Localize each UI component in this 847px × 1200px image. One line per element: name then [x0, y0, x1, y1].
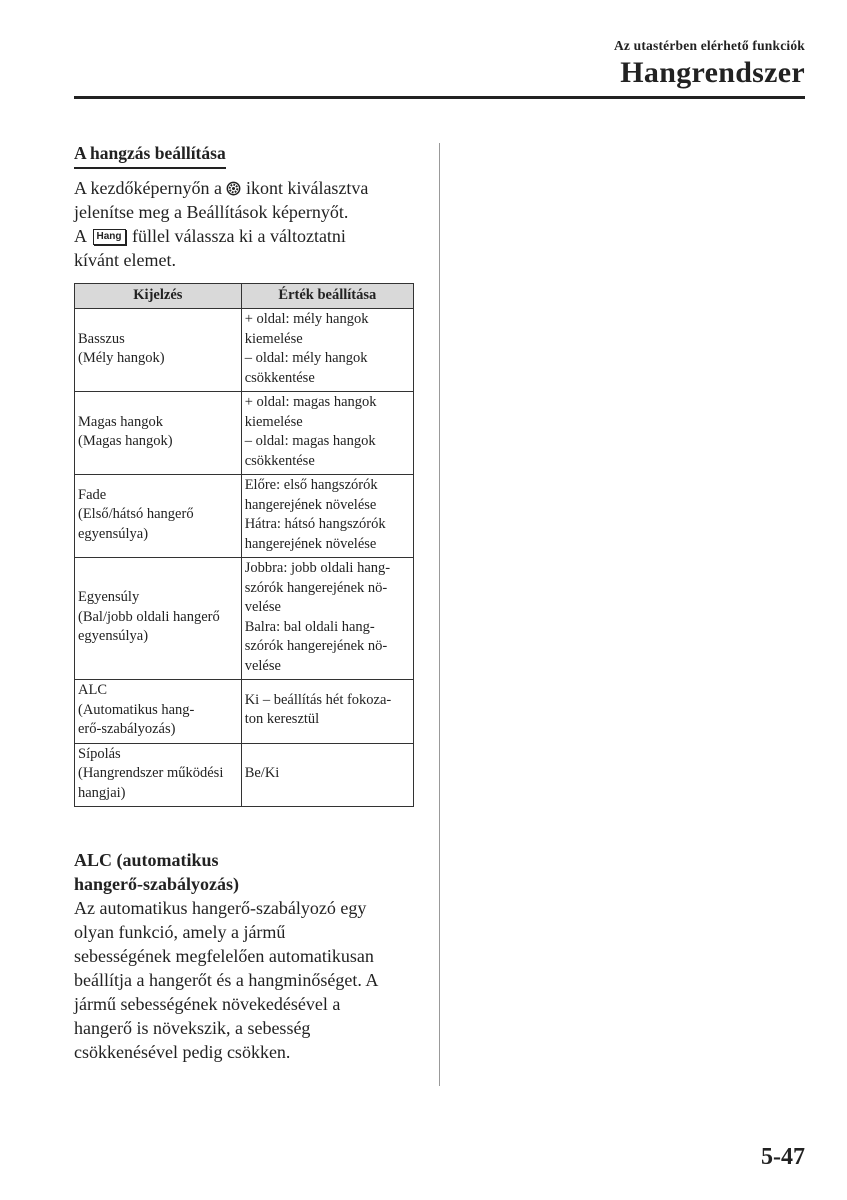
cell-line: Be/Ki: [244, 765, 280, 781]
page-title: Hangrendszer: [620, 56, 805, 89]
intro-text: A: [74, 226, 91, 246]
cell-line: csökkentése: [244, 452, 315, 469]
table-row: [75, 309, 414, 392]
display-cell: [75, 392, 242, 475]
value-cell: [241, 558, 413, 680]
cell-line: csökkentése: [244, 369, 315, 386]
intro-text: füllel válassza ki a változtatni: [127, 226, 346, 246]
cell-line: (Automatikus hang-: [78, 701, 195, 718]
display-cell: [75, 680, 242, 744]
cell-line: velése: [244, 657, 281, 674]
display-cell: [75, 309, 242, 392]
cell-line: (Magas hangok): [78, 433, 173, 449]
value-cell: [241, 392, 413, 475]
alc-line: Az automatikus hangerő-szabályozó egy: [74, 898, 367, 918]
cell-line: Egyensúly: [78, 589, 140, 606]
page-number: 5-47: [761, 1144, 805, 1170]
alc-heading-line: ALC (automatikus: [74, 850, 219, 870]
table-row: [75, 558, 414, 680]
alc-heading: [74, 848, 239, 896]
alc-line: sebességének megfelelően automatikusan: [74, 946, 374, 966]
hang-tab-badge: Hang: [93, 229, 126, 245]
intro-text: A kezdőképernyőn a: [74, 178, 227, 198]
cell-line: (Hangrendszer működési: [78, 765, 224, 781]
cell-line: + oldal: mély hangok: [244, 311, 369, 327]
table-header-row: [75, 284, 414, 309]
cell-line: Magas hangok: [78, 413, 163, 430]
cell-line: Fade: [78, 486, 107, 503]
cell-line: Jobbra: jobb oldali hang-: [244, 560, 391, 576]
cell-line: – oldal: mély hangok: [244, 350, 368, 366]
cell-line: (Első/hátsó hangerő: [78, 506, 194, 523]
cell-line: ton keresztül: [244, 711, 320, 728]
alc-line: olyan funkció, amely a jármű: [74, 922, 286, 942]
cell-line: ALC: [78, 682, 107, 698]
cell-line: Hátra: hátsó hangszórók: [244, 516, 386, 532]
intro-paragraph: [74, 176, 434, 272]
table-row: [75, 680, 414, 744]
cell-line: (Bal/jobb oldali hangerő: [78, 608, 220, 625]
cell-line: Sípolás: [78, 745, 121, 762]
alc-line: hangerő is növekszik, a sebesség: [74, 1018, 311, 1038]
table-row: [75, 475, 414, 558]
cell-line: – oldal: magas hangok: [244, 433, 376, 449]
gear-icon: [226, 181, 241, 196]
intro-line-4: kívánt elemet.: [74, 250, 176, 270]
settings-table: [74, 283, 414, 807]
intro-text: ikont kiválasztva: [241, 178, 369, 198]
value-cell: [241, 743, 413, 807]
intro-line-3: [74, 224, 434, 248]
chapter-subtitle: Az utastérben elérhető funkciók: [613, 38, 805, 53]
cell-line: kiemelése: [244, 413, 303, 430]
cell-line: erő-szabályozás): [78, 721, 176, 737]
display-cell: [75, 475, 242, 558]
header-rule: [74, 96, 805, 99]
column-divider: [439, 143, 440, 1086]
cell-line: egyensúlya): [78, 525, 149, 542]
cell-line: Balra: bal oldali hang-: [244, 618, 375, 635]
cell-line: Basszus: [78, 330, 125, 347]
section-heading: A hangzás beállítása: [74, 143, 226, 169]
display-cell: [75, 743, 242, 807]
alc-heading-line: hangerő-szabályozás): [74, 874, 239, 894]
header-value: Érték beállítása: [241, 284, 413, 309]
cell-line: + oldal: magas hangok: [244, 394, 377, 410]
alc-line: csökkenésével pedig csökken.: [74, 1042, 291, 1062]
alc-line: jármű sebességének növekedésével a: [74, 994, 341, 1014]
alc-line: beállítja a hangerőt és a hangminőséget. A: [74, 970, 379, 990]
cell-line: szórók hangerejének nö-: [244, 638, 388, 654]
cell-line: hangerejének növelése: [244, 535, 377, 552]
value-cell: [241, 475, 413, 558]
cell-line: velése: [244, 599, 281, 615]
cell-line: Ki – beállítás hét fokoza-: [244, 691, 392, 708]
cell-line: kiemelése: [244, 330, 303, 347]
table-row: [75, 743, 414, 807]
table-body: [75, 309, 414, 807]
table-row: [75, 392, 414, 475]
value-cell: [241, 309, 413, 392]
display-cell: [75, 558, 242, 680]
cell-line: (Mély hangok): [78, 350, 165, 366]
value-cell: [241, 680, 413, 744]
intro-line-2: jelenítse meg a Beállítások képernyőt.: [74, 202, 349, 222]
header-display: Kijelzés: [75, 284, 242, 309]
cell-line: hangerejének növelése: [244, 496, 377, 513]
cell-line: hangjai): [78, 784, 126, 801]
alc-paragraph: [74, 896, 434, 1064]
intro-line-1: [74, 176, 434, 200]
cell-line: szórók hangerejének nö-: [244, 579, 388, 596]
cell-line: egyensúlya): [78, 628, 149, 645]
cell-line: Előre: első hangszórók: [244, 477, 378, 493]
